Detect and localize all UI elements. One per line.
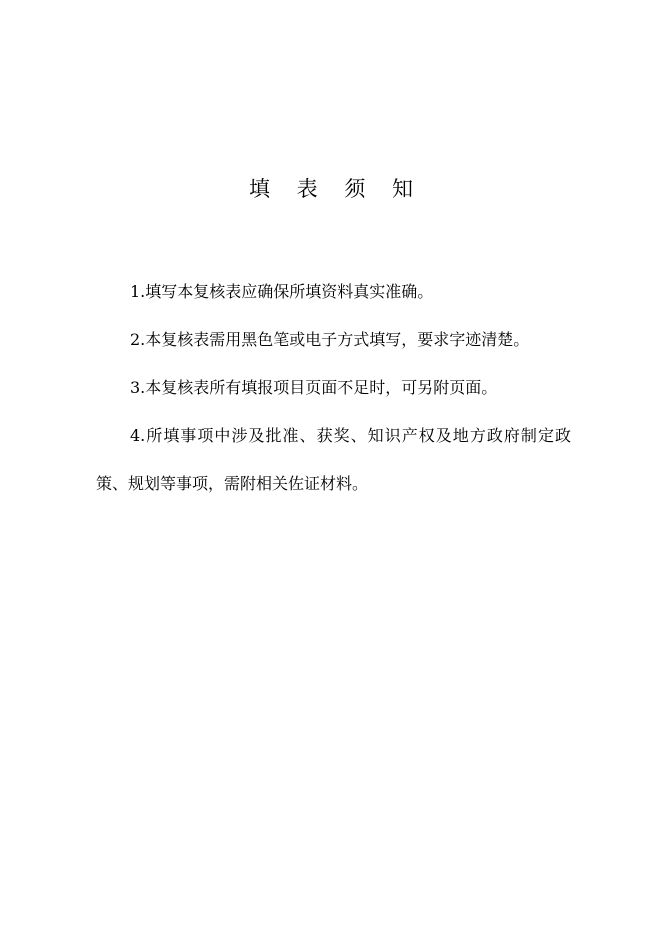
instruction-item-3: 3.本复核表所有填报项目页面不足时，可另附页面。 (130, 378, 498, 397)
instructions-list (96, 278, 571, 528)
instruction-item-4: 4.所填事项中涉及批准、获奖、知识产权及地方政府制定政策、规划等事项，需附相关佐证材料。 (96, 426, 571, 493)
page-title: 填 表 须 知 (248, 177, 424, 201)
instruction-item-1: 1.填写本复核表应确保所填资料真实准确。 (130, 282, 434, 301)
instruction-item-2: 2.本复核表需用黑色笔或电子方式填写，要求字迹清楚。 (130, 330, 530, 349)
